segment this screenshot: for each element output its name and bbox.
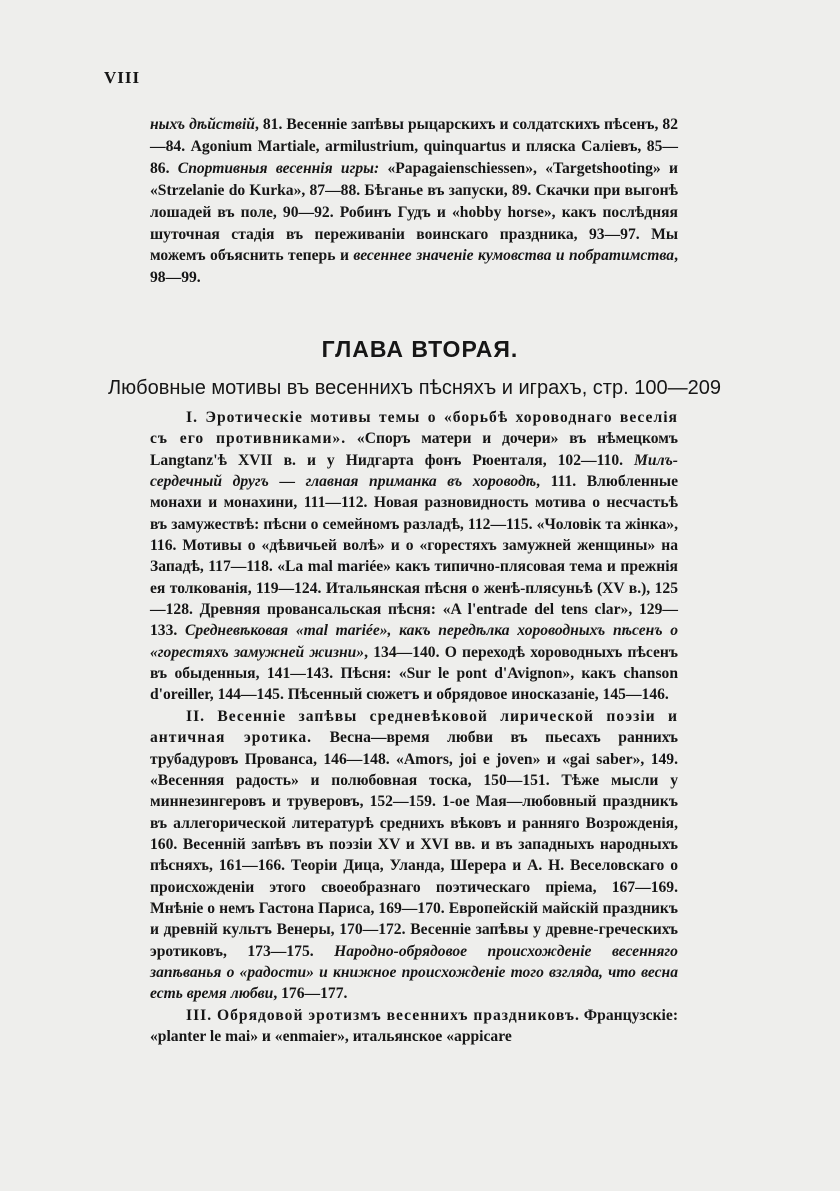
- intro-run-0: ныхъ дѣйствій: [150, 116, 255, 133]
- section-3-paragraph: [150, 1005, 678, 1048]
- section-1-run-2: Милъ-сердечный другъ — главная приманка въ хороводѣ: [150, 451, 678, 491]
- intro-run-3: «Papagaienschiessen», «Targetshooting» и «Strzelanie do Kurka», 87—88. Бѣганье въ запуски, 89. Скачки при выгонѣ лошадей въ поле, 90—92. Робинъ Гудъ и «hobby horse», какъ послѣдняя шуточная стадія въ переживаніи воинскаго праздника, 93—97. Мы можемъ объяснить теперь и: [150, 159, 679, 265]
- chapter-subtitle: Любовные мотивы въ весеннихъ пѣсняхъ и играхъ, стр. 100—209: [108, 377, 721, 399]
- section-3-run-1: Французскіе: «planter le mai» и «enmaier», итальянское «appicare: [150, 1006, 679, 1045]
- intro-run-2: Спортивныя весеннія игры:: [177, 159, 380, 177]
- section-1-run-0: I. Эротическіе мотивы темы о «борьбѣ хороводнаго веселія съ его противниками».: [150, 409, 678, 448]
- section-2-paragraph: [150, 706, 678, 1005]
- section-1-run-4: Средневѣковая «mal mariée», какъ передѣлка хороводныхъ пѣсенъ о «горестяхъ замужней жизни»: [150, 622, 679, 661]
- page-number: VIII: [104, 68, 141, 87]
- section-2-run-3: , 176—177.: [273, 985, 348, 1003]
- section-3-run-0: III. Обрядовой эротизмъ весеннихъ праздниковъ.: [186, 1006, 580, 1024]
- section-1-run-1: «Споръ матери и дочери» въ нѣмецкомъ Langtanz'ѣ XVII в. и у Нидгарта фонъ Рюенталя, 102—110.: [150, 430, 678, 469]
- section-1-run-5: , 134—140. О переходѣ хороводныхъ пѣсенъ въ обыденныя, 141—143. Пѣсня: «Sur le pont d'Avignon», какъ chanson d'oreiller, 144—145. Пѣсенный сюжетъ и обрядовое иносказаніе, 145—146.: [150, 643, 678, 704]
- intro-paragraph: [150, 114, 678, 289]
- section-1-run-3: , 111. Влюбленные монахи и монахини, 111—112. Новая разновидность мотива о несчастьѣ въ замужествѣ: пѣсни о семейномъ разладѣ, 112—115. «Чоловік та жінка», 116. Мотивы о «дѣвичьей волѣ» и о «горестяхъ замужней женщины» на Западѣ, 117—118. «La mal mariée» какъ типично-плясовая тема и прежнія ея толкованія, 119—124. Итальянская пѣсня о женѣ-плясуньѣ (XV в.), 125—128. Древняя провансальская пѣсня: «A l'entrade del tens clar», 129—133.: [150, 473, 678, 640]
- section-2-run-1: Весна—время любви въ пьесахъ раннихъ трубадуровъ Прованса, 146—148. «Amors, joi e joven» и «gai saber», 149. «Весенняя радость» и полюбовная тоска, 150—151. Тѣже мысли у миннезингеровъ и труверовъ, 152—159. 1-ое Мая—любовный праздникъ въ аллегорической литературѣ среднихъ вѣковъ и ранняго Возрожденія, 160. Весенній запѣвъ въ поэзіи XV и XVI вв. и въ западныхъ народныхъ пѣсняхъ, 161—166. Теоріи Дица, Уланда, Шерера и А. Н. Веселовскаго о происхожденіи этого своеобразнаго поэтическаго пріема, 167—169. Мнѣніе о немъ Гастона Париса, 169—170. Европейскій майскій праздникъ и древній культъ Венеры, 170—172. Весенніе запѣвы у древне-греческихъ эротиковъ, 173—175.: [150, 729, 678, 960]
- intro-run-4: весеннее значеніе кумовства и побратимства: [353, 247, 675, 265]
- intro-run-1: , 81. Весенніе запѣвы рыцарскихъ и солдатскихъ пѣсенъ, 82—84. Agonium Martiale, armilustrium, quinquartus и пляска Саліевъ, 85—86.: [150, 116, 678, 177]
- section-2-run-0: II. Весенніе запѣвы средневѣковой лирической поэзіи и античная эротика.: [150, 707, 678, 747]
- chapter-title: ГЛАВА ВТОРАЯ.: [321, 336, 519, 362]
- chapter-body: [150, 407, 678, 1047]
- section-2-run-2: Народно-обрядовое происхожденіе весенняго запѣванья о «радости» и книжное происхожденіе того взгляда, что весна есть время любви: [150, 942, 678, 1003]
- intro-run-5: , 98—99.: [150, 247, 678, 287]
- section-1-paragraph: [150, 407, 678, 706]
